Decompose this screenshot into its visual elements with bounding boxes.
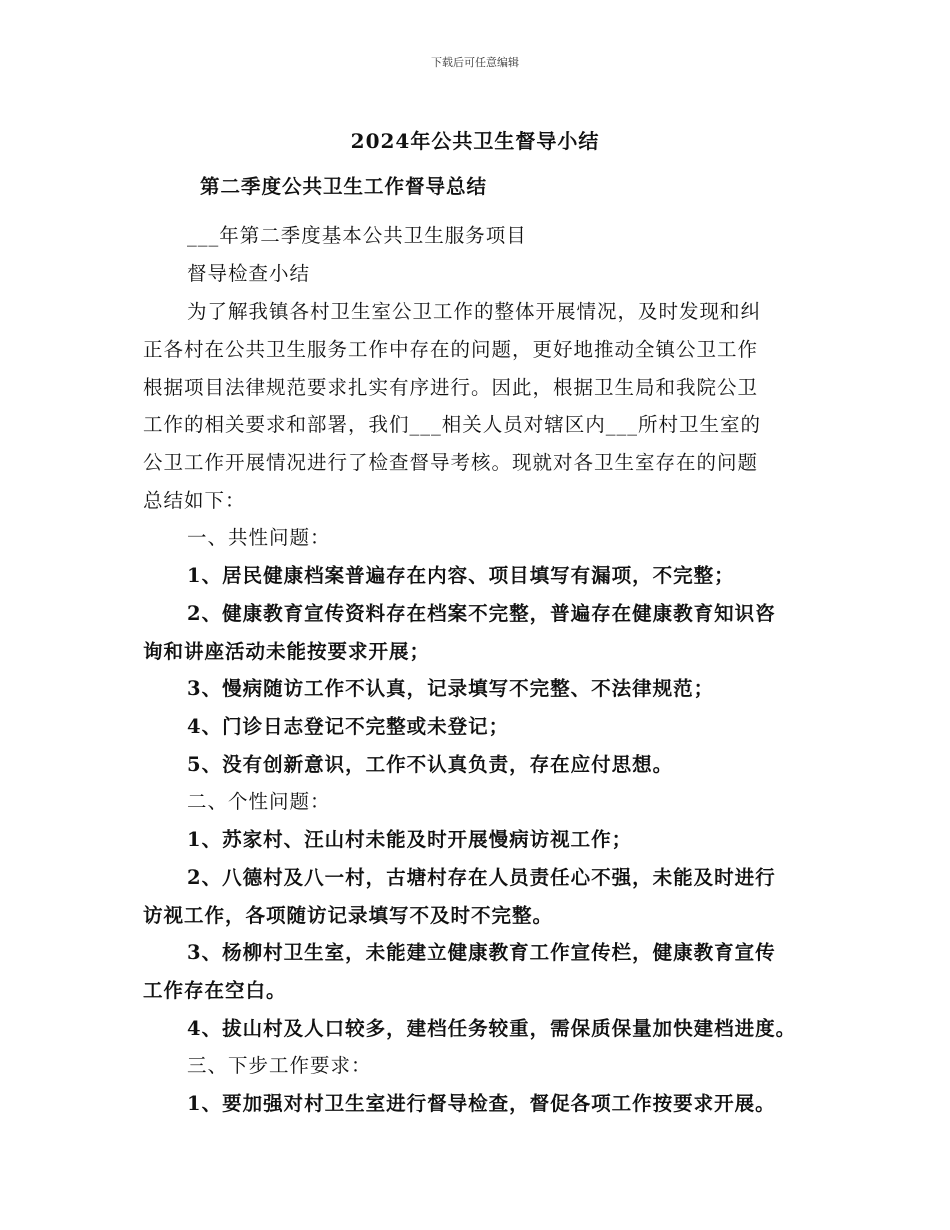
- document-title: 2024年公共卫生督导小结: [350, 129, 600, 153]
- list-item-continuation: 访视工作，各项随访记录填写不及时不完整。: [143, 904, 554, 927]
- page-header-note: 下载后可任意编辑: [431, 56, 519, 69]
- intro-line-2: 督导检查小结: [187, 262, 311, 285]
- paragraph-line: 公卫工作开展情况进行了检查督导考核。现就对各卫生室存在的问题: [143, 451, 759, 474]
- document-subtitle: 第二季度公共卫生工作督导总结: [200, 175, 488, 198]
- paragraph-line: 为了解我镇各村卫生室公卫工作的整体开展情况，及时发现和纠: [187, 300, 762, 323]
- list-item: 3、慢病随访工作不认真，记录填写不完整、不法律规范；: [187, 677, 715, 700]
- list-item: 3、杨柳村卫生室，未能建立健康教育工作宣传栏，健康教育宣传: [187, 941, 776, 964]
- paragraph-line: 根据项目法律规范要求扎实有序进行。因此，根据卫生局和我院公卫: [143, 376, 759, 399]
- list-item-continuation: 工作存在空白。: [143, 979, 287, 1002]
- list-item: 1、苏家村、汪山村未能及时开展慢病访视工作；: [187, 828, 633, 851]
- list-item-continuation: 询和讲座活动未能按要求开展；: [143, 640, 431, 663]
- section-heading-next-steps: 三、下步工作要求：: [187, 1054, 372, 1077]
- list-item: 5、没有创新意识，工作不认真负责，存在应付思想。: [187, 753, 674, 776]
- section-heading-common-issues: 一、共性问题：: [187, 526, 331, 549]
- list-item: 1、居民健康档案普遍存在内容、项目填写有漏项，不完整；: [187, 564, 735, 587]
- paragraph-line: 正各村在公共卫生服务工作中存在的问题，更好地推动全镇公卫工作: [143, 338, 759, 361]
- paragraph-line: 总结如下：: [143, 489, 246, 512]
- intro-line-1: ___年第二季度基本公共卫生服务项目: [187, 224, 527, 247]
- list-item: 1、要加强对村卫生室进行督导检查，督促各项工作按要求开展。: [187, 1092, 776, 1115]
- list-item: 2、八德村及八一村，古塘村存在人员责任心不强，未能及时进行: [187, 866, 776, 889]
- section-heading-individual-issues: 二、个性问题：: [187, 790, 331, 813]
- list-item: 2、健康教育宣传资料存在档案不完整，普遍存在健康教育知识咨: [187, 602, 776, 625]
- list-item: 4、门诊日志登记不完整或未登记；: [187, 715, 510, 738]
- paragraph-line: 工作的相关要求和部署，我们___相关人员对辖区内___所村卫生室的: [143, 413, 762, 436]
- list-item: 4、拔山村及人口较多，建档任务较重，需保质保量加快建档进度。: [187, 1017, 797, 1040]
